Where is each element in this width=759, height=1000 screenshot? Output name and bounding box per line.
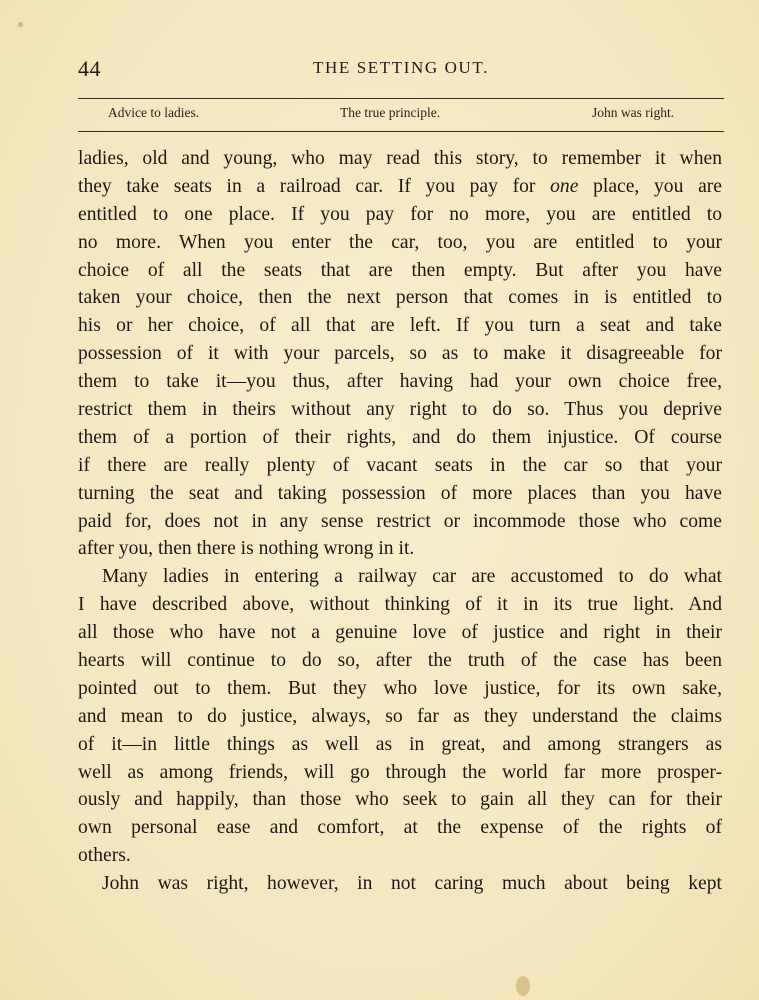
text-line: restrict them in theirs without any right to do so. Thus you deprive — [78, 399, 722, 421]
text-line: and mean to do justice, always, so far as they understand the claims — [78, 705, 722, 727]
text-line: taken your choice, then the next person that comes in is entitled to — [78, 287, 722, 309]
text-line: own personal ease and comfort, at the expense of the rights of — [78, 817, 722, 839]
text-segment: place, you are — [578, 175, 723, 197]
body-text — [78, 145, 722, 898]
text-line: ously and happily, than those who seek to gain all they can for their — [78, 789, 722, 811]
text-line: hearts will continue to do so, after the truth of the case has been — [78, 650, 722, 672]
text-line: all those who have not a genuine love of justice and right in their — [78, 622, 722, 644]
paper-blemish — [18, 22, 23, 27]
running-head — [78, 56, 724, 84]
text-line: well as among friends, will go through the world far more prosper- — [78, 761, 722, 783]
text-line: John was right, however, in not caring much about being kept — [102, 873, 722, 895]
paper-blemish — [516, 976, 530, 996]
text-segment: they take seats in a railroad car. If you pay for — [78, 175, 551, 197]
text-line: ladies, old and young, who may read this story, to remember it when — [78, 148, 722, 169]
text-line: no more. When you enter the car, too, you are entitled to your — [78, 231, 722, 253]
emphasized-word: one — [550, 175, 579, 197]
text-line: entitled to one place. If you pay for no more, you are entitled to — [78, 203, 722, 225]
text-line: them to take it—you thus, after having had your own choice free, — [78, 371, 722, 393]
text-line — [78, 173, 722, 201]
text-line: choice of all the seats that are then empty. But after you have — [78, 259, 722, 281]
text-line: I have described above, without thinking of it in its true light. And — [78, 594, 722, 616]
text-line: of it—in little things as well as in great, and among strangers as — [78, 733, 722, 755]
topic-john-was-right: John was right. — [592, 105, 675, 120]
topic-advice-to-ladies: Advice to ladies. — [108, 105, 200, 120]
text-line: pointed out to them. But they who love justice, for its own sake, — [78, 677, 722, 699]
text-line: his or her choice, of all that are left. If you turn a seat and take — [78, 315, 722, 337]
topic-summary-bar — [78, 105, 724, 125]
text-line: possession of it with your parcels, so as to make it disagreeable for — [78, 343, 722, 365]
text-line: them of a portion of their rights, and do them injustice. Of course — [78, 426, 722, 448]
text-line: turning the seat and taking possession of more places than you have — [78, 482, 722, 504]
text-line: if there are really plenty of vacant seats in the car so that your — [78, 454, 722, 476]
header-rule-bottom — [78, 131, 724, 132]
chapter-title: THE SETTING OUT. — [313, 58, 489, 77]
text-line: paid for, does not in any sense restrict or incommode those who come — [78, 510, 722, 532]
header-rule-top — [78, 98, 724, 99]
text-line: Many ladies in entering a railway car are accustomed to do what — [102, 566, 722, 588]
topic-true-principle: The true principle. — [340, 105, 441, 120]
text-line: others. — [78, 845, 131, 867]
text-line: after you, then there is nothing wrong in it. — [78, 538, 415, 560]
page-number: 44 — [78, 56, 101, 81]
